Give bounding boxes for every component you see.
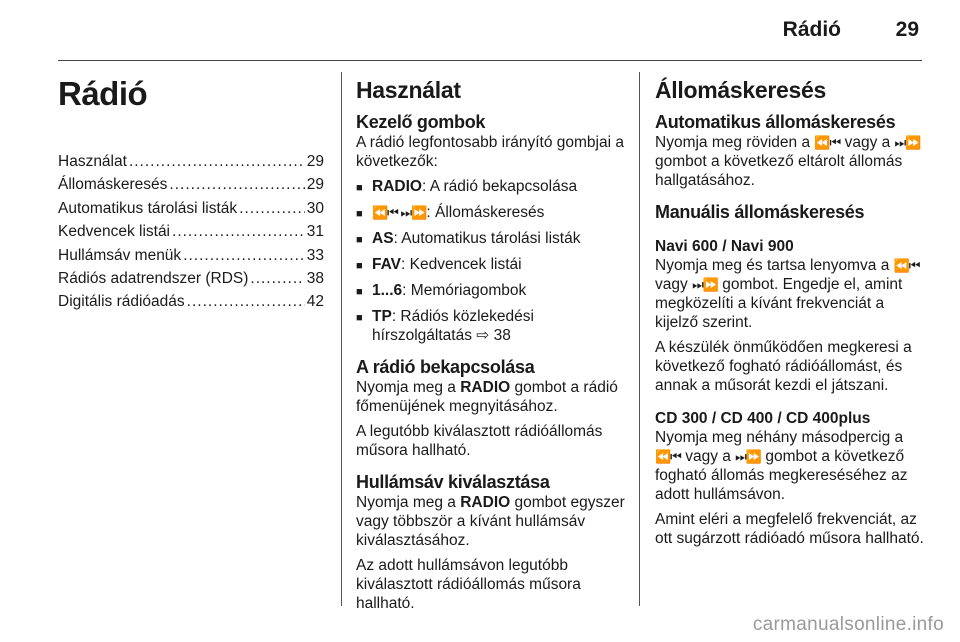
bullet-icon: ■ (356, 182, 363, 194)
header-title: Rádió (782, 18, 841, 41)
band-paragraph-2: Az adott hullámsávon legutóbb kiválasztott rádióállomás műsora hallható. (356, 557, 581, 612)
chapter-title: Rádió (58, 75, 148, 112)
subtitle-auto-search: Automatikus állomáskeresés (655, 112, 896, 132)
seek-back-icon: ⏪⏮ (655, 449, 681, 464)
bullet-icon: ■ (356, 208, 363, 220)
station-search-column (655, 72, 925, 554)
toc-item-digitalis[interactable]: Digitális rádióadás ..... 42 (58, 292, 324, 315)
cd-paragraph-1: Nyomja meg néhány másodpercig a ⏪⏮ vagy a ⏭⏩ gombot a következő fogható állomás megkereséséhez az adott hullámsávon. (655, 429, 908, 503)
bullet-icon: ■ (356, 260, 363, 272)
column-divider-2 (639, 72, 640, 606)
bullet-icon: ■ (356, 312, 363, 324)
navi-paragraph-1: Nyomja meg és tartsa lenyomva a ⏪⏮ vagy ⏭⏩ gombot. Engedje el, amint megközelíti a kívánt frekvenciát a kijelző szerint. (655, 257, 920, 331)
seek-back-icon: ⏪⏮ (893, 258, 920, 273)
seek-buttons-icon: ⏪⏮ ⏭⏩ (372, 205, 427, 220)
toc-item-rds[interactable]: Rádiós adatrendszer (RDS) ..... 38 (58, 269, 324, 292)
list-item: ■ AS: Automatikus tárolási listák (356, 229, 626, 250)
subtitle-band-select: Hullámsáv kiválasztása (356, 472, 550, 492)
column-divider-1 (341, 72, 342, 606)
subtitle-manual-search: Manuális állomáskeresés (655, 202, 865, 222)
band-paragraph-1: Nyomja meg a RADIO gombot egyszer vagy többször a kívánt hullámsáv kiválasztásához. (356, 494, 625, 549)
header-divider (58, 60, 922, 61)
page-header (0, 0, 960, 64)
section-title-allomaskereses: Állomáskeresés (655, 77, 826, 103)
subtitle-navi: Navi 600 / Navi 900 (655, 238, 794, 255)
power-paragraph-2: A legutóbb kiválasztott rádióállomás műsora hallható. (356, 423, 603, 459)
list-item: ■ RADIO: A rádió bekapcsolása (356, 177, 626, 198)
toc-item-kedvencek[interactable]: Kedvencek listái ..... 31 (58, 222, 324, 245)
toc-item-automatikus[interactable]: Automatikus tárolási listák ..... 30 (58, 199, 324, 222)
usage-column (356, 72, 626, 619)
power-paragraph-1: Nyomja meg a RADIO gombot a rádió főmenüjének megnyitásához. (356, 379, 618, 415)
table-of-contents (58, 152, 324, 316)
page-number: 29 (895, 18, 919, 41)
bullet-icon: ■ (356, 286, 363, 298)
seek-forward-icon: ⏭⏩ (692, 277, 718, 292)
toc-item-hasznalat[interactable]: Használat ..... 29 (58, 152, 324, 175)
toc-item-allomaskereses[interactable]: Állomáskeresés ..... 29 (58, 175, 324, 198)
subtitle-cd: CD 300 / CD 400 / CD 400plus (655, 410, 871, 427)
seek-forward-icon: ⏭⏩ (735, 449, 762, 464)
list-item: ■ TP: Rádiós közlekedési hírszolgáltatás ⇨ 38 (356, 308, 534, 344)
list-item: ■ 1...6: Memóriagombok (356, 281, 626, 302)
seek-back-icon: ⏪⏮ (814, 135, 841, 150)
section-title-hasznalat: Használat (356, 77, 461, 103)
subtitle-power-on: A rádió bekapcsolása (356, 357, 535, 377)
auto-paragraph: Nyomja meg röviden a ⏪⏮ vagy a ⏭⏩ gombot a következő eltárolt állomás hallgatásához. (655, 134, 921, 189)
bullet-icon: ■ (356, 234, 363, 246)
page-reference[interactable]: 38 (493, 327, 511, 344)
page-reference-icon: ⇨ (476, 327, 490, 344)
controls-intro: A rádió legfontosabb irányító gombjai a következők: (356, 134, 624, 170)
list-item: ■ ⏪⏮ ⏭⏩: Állomáskeresés (356, 203, 626, 224)
list-item: ■ FAV: Kedvencek listái (356, 255, 626, 276)
cd-paragraph-2: Amint eléri a megfelelő frekvenciát, az ott sugárzott rádióadó műsora hallható. (655, 511, 924, 547)
watermark: carmanualsonline.info (752, 614, 944, 635)
subtitle-controls: Kezelő gombok (356, 112, 486, 132)
toc-column (58, 72, 324, 316)
navi-paragraph-2: A készülék önműködően megkeresi a következő fogható rádióállomást, és annak a műsorát kezdi el játszani. (655, 339, 912, 394)
seek-forward-icon: ⏭⏩ (894, 135, 921, 150)
toc-item-hullamsav[interactable]: Hullámsáv menük ..... 33 (58, 246, 324, 269)
